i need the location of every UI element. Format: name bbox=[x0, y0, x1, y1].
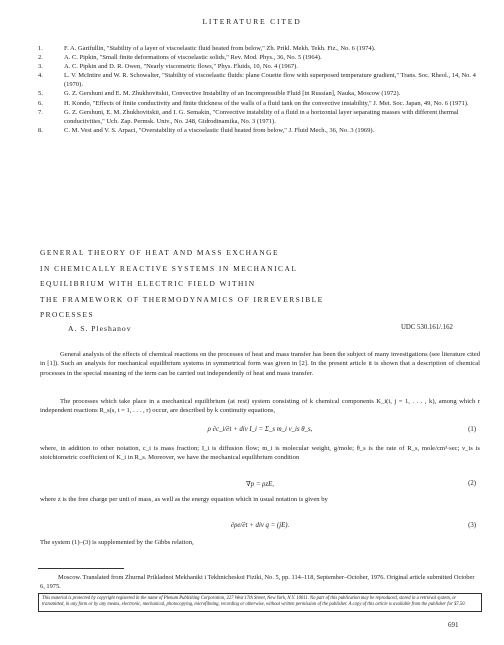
reference-text: G. Z. Gershuni and E. M. Zhukhovitskii, Convective Instability of an Incompressible Fluid [in Russian], Nauka, Moscow (1972). bbox=[64, 90, 401, 98]
reference-number: 2. bbox=[38, 54, 43, 62]
reference-item bbox=[38, 71, 478, 89]
footnote-divider bbox=[38, 568, 124, 569]
paragraph-gibbs-text: The system (1)–(3) is supplemented by the Gibbs relation, bbox=[40, 539, 194, 546]
paragraph-gibbs bbox=[40, 538, 480, 547]
article-title-line: GENERAL THEORY OF HEAT AND MASS EXCHANGE bbox=[40, 248, 280, 257]
translation-footnote bbox=[40, 573, 480, 591]
paragraph-intro-text: General analysis of the effects of chemical reactions on the processes of heat and mass transfer has been the subject of many investigations (see literature cited in [1]). Such an analysis for mechanical equilibrium systems in symmetrical form was given in [2]. In the present article it is shown that a description of chemical processes in the special meaning of the term can be carried out independently of heat and mass transfer. bbox=[40, 351, 480, 377]
equation-3-formula: ∂ρe/∂t + div q = (jE). bbox=[230, 522, 290, 529]
reference-item bbox=[38, 44, 478, 53]
equation-1 bbox=[40, 425, 480, 439]
reference-number: 5. bbox=[38, 90, 43, 98]
reference-number: 7. bbox=[38, 108, 43, 116]
reference-item bbox=[38, 99, 478, 108]
reference-item bbox=[38, 62, 478, 71]
reference-text: F. A. Garifullin, "Stability of a layer of viscoelastic fluid heated from below," Zh. Prikl. Mekh. Tekh. Fiz., No. 6 (1974). bbox=[64, 45, 376, 52]
reference-number: 3. bbox=[38, 63, 43, 71]
equation-1-number: (1) bbox=[468, 426, 476, 433]
paragraph-notation-text: where, in addition to other notation, c_i is mass fraction; I_i is diffusion flow; m_i is molecular weight, g/mole; θ_s is the rate of R_s, mole/cm³·sec; ν_is is stoichiometric coefficient of K_i in R_s. Moreover, we have the mechanical equilibrium condition bbox=[40, 445, 480, 462]
equation-3-number: (3) bbox=[468, 522, 476, 529]
equation-3 bbox=[40, 521, 480, 535]
article-title-line: IN CHEMICALLY REACTIVE SYSTEMS IN MECHANICAL bbox=[40, 263, 298, 273]
paragraph-energy-text: where z is the free charge per unit of mass, as well as the energy equation which in usual notation is given by bbox=[40, 496, 328, 503]
reference-text: G. Z. Gershuni, E. M. Zhukhovitskii, and I. G. Semakin, "Convective instability of a fluid in a horizontal layer separating masses with different thermal conductivities," Uch. Zap. Permsk. Univ., No. 248, Gidrodinamika, No. 3 (1971). bbox=[64, 108, 459, 125]
equation-2-number: (2) bbox=[468, 480, 476, 487]
reference-text: L. V. McIntire and W. R. Schowalter, "Stability of viscoelastic fluids: plane Couette flow with superposed temperature gradient," Trans. Soc. Rheol., 14, No. 4 (1970). bbox=[64, 72, 476, 89]
reference-number: 8. bbox=[38, 126, 43, 134]
reference-number: 1. bbox=[38, 45, 43, 52]
reference-number: 4. bbox=[38, 72, 43, 80]
article-title-line: EQUILIBRIUM WITH ELECTRIC FIELD WITHIN bbox=[40, 279, 256, 289]
reference-item bbox=[38, 108, 478, 126]
equation-2-formula: ∇p = ρzE, bbox=[246, 481, 274, 488]
literature-cited-heading: LITERATURE CITED bbox=[202, 17, 302, 26]
reference-text: C. M. Vest and V. S. Arpaci, "Overstability of a viscoelastic fluid heated from below," J. Fluid Mech., 36, No. 3 (1969). bbox=[64, 126, 375, 134]
article-title-line: THE FRAMEWORK OF THERMODYNAMICS OF IRREVERSIBLE bbox=[40, 294, 324, 304]
paragraph-processes-text: The processes which take place in a mechanical equilibrium (at rest) system consisting of k chemical components K_i(i, j = 1, . . . , k), among which r independent reactions R_s(s, t = 1, . . . , r) occur, are described by k continuity equations, bbox=[40, 398, 480, 415]
article-title-line: PROCESSES bbox=[40, 310, 95, 320]
udc-code: UDC 530.161/.162 bbox=[401, 324, 453, 331]
paragraph-notation bbox=[40, 444, 480, 463]
paragraph-energy bbox=[40, 495, 480, 504]
reference-item bbox=[38, 53, 478, 62]
reference-item bbox=[38, 126, 478, 135]
reference-number: 6. bbox=[38, 99, 43, 107]
equation-1-formula: ρ ∂c_i/∂t + div I_i = Σ_s m_i ν_is θ_s, bbox=[207, 426, 313, 433]
article-title bbox=[40, 245, 480, 323]
author-name: A. S. Pleshanov bbox=[68, 324, 132, 333]
paragraph-processes bbox=[40, 397, 480, 416]
reference-list bbox=[38, 44, 478, 135]
equation-2 bbox=[40, 479, 480, 493]
reference-text: A. C. Pipkin, "Small finite deformations of viscoelastic solids," Rev. Mod. Phys., 36, No. 5 (1964). bbox=[64, 54, 322, 62]
translation-footnote-text: Moscow. Translated from Zhurnal Prikladnoi Mekhaniki i Tekhnicheskoi Fiziki, No. 5, pp. 114–118, September–October, 1976. Original article submitted October 6, 1975. bbox=[40, 574, 475, 590]
reference-text: H. Kondo, "Effects of finite conductivity and finite thickness of the walls of a fluid tank on the convective instability," J. Met. Soc. Japan, 49, No. 6 (1971). bbox=[64, 99, 469, 107]
copyright-notice-box: This material is protected by copyright registered in the name of Plenum Publishing Corporation, 227 West 17th Street, New York, N.Y. 10011. No part of this publication may be reproduced, stored in a retrieval system, or transmitted, in any form or by any means, electronic, mechanical, photocopying, microfilming, recording or otherwise, without written permission of the publisher. A copy of this article is available from the publisher for $7.50. bbox=[38, 593, 482, 612]
page-number: 691 bbox=[448, 621, 459, 629]
reference-text: A. C. Pipkin and D. R. Owen, "Nearly viscometric flows," Phys. Fluids, 10, No. 4 (1967). bbox=[64, 63, 298, 71]
paragraph-intro bbox=[40, 350, 480, 378]
reference-item bbox=[38, 89, 478, 98]
